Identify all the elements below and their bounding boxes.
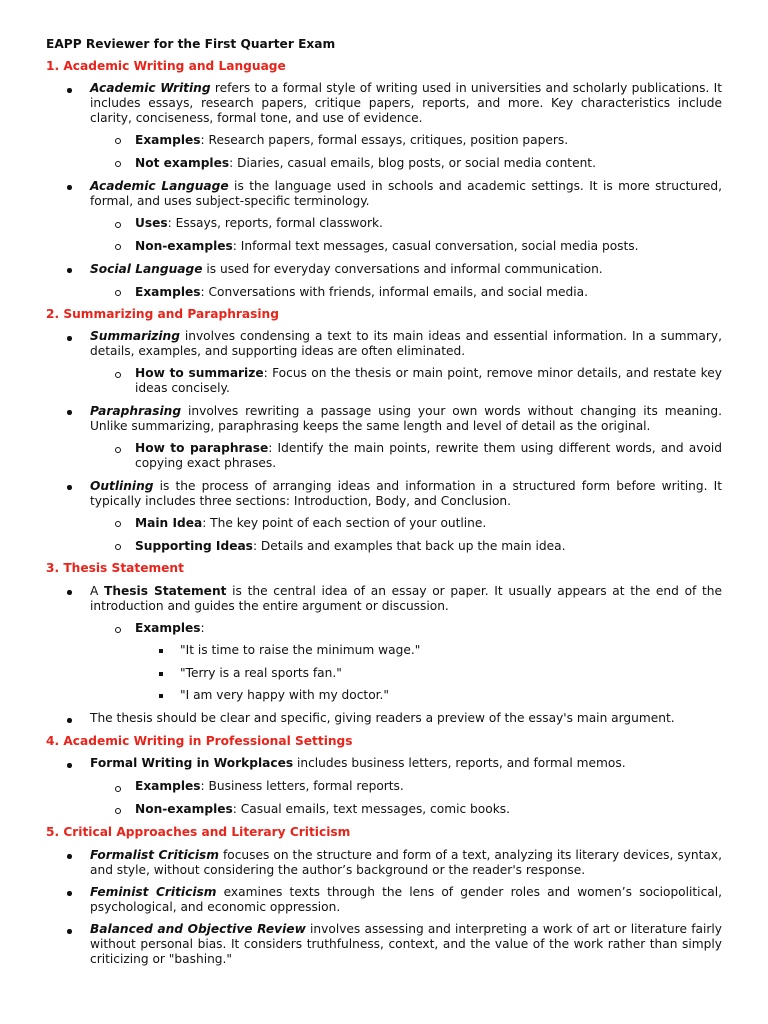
section-heading-5: 5. Critical Approaches and Literary Criticism <box>46 825 351 839</box>
bullet-icon <box>67 410 72 415</box>
sub-item: Non-examples: Informal text messages, casual conversation, social media posts. <box>135 239 639 253</box>
sub-item: Not examples: Diaries, casual emails, blog posts, or social media content. <box>135 156 596 170</box>
circle-bullet-icon <box>115 544 121 550</box>
section-heading-4: 4. Academic Writing in Professional Settings <box>46 734 353 748</box>
sub-item: Uses: Essays, reports, formal classwork. <box>135 216 383 230</box>
sub-item: Supporting Ideas: Details and examples that back up the main idea. <box>135 539 566 553</box>
list-item: The thesis should be clear and specific, giving readers a preview of the essay's main argument. <box>90 711 675 725</box>
bullet-icon <box>67 718 72 723</box>
bullet-icon <box>67 268 72 273</box>
bullet-icon <box>67 763 72 768</box>
item-text: refers to a formal style of writing used in universities and scholarly publications. It includes essays, research papers, critique papers, reports, and more. Key characteristics include clarity, conciseness, formal tone, and use of evidence. <box>90 81 722 125</box>
list-item-academic-writing <box>90 81 722 126</box>
bullet-icon <box>67 185 72 190</box>
list-item-paraphrasing: Paraphrasing involves rewriting a passage using your own words without changing its meaning. Unlike summarizing, paraphrasing keeps the same length and level of detail as the original. <box>90 404 722 433</box>
section-heading-1: 1. Academic Writing and Language <box>46 59 286 73</box>
document-title: EAPP Reviewer for the First Quarter Exam <box>46 37 336 51</box>
list-item-academic-language: Academic Language is the language used in schools and academic settings. It is more structured, formal, and uses subject-specific terminology. <box>90 179 723 208</box>
example-item: "It is time to raise the minimum wage." <box>180 643 421 657</box>
sub-item: Examples: Research papers, formal essays, critiques, position papers. <box>135 133 569 147</box>
example-item: "I am very happy with my doctor." <box>180 688 390 702</box>
circle-bullet-icon <box>115 627 121 633</box>
circle-bullet-icon <box>115 521 121 527</box>
sub-item: Examples: Conversations with friends, informal emails, and social media. <box>135 285 589 299</box>
section-heading-3: 3. Thesis Statement <box>46 561 184 575</box>
sub-item: How to paraphrase: Identify the main points, rewrite them using different words, and avoid copying exact phrases. <box>135 441 722 470</box>
circle-bullet-icon <box>115 447 121 453</box>
sub-item: How to summarize: Focus on the thesis or main point, remove minor details, and restate key ideas concisely. <box>135 366 722 395</box>
sub-item: Examples: Business letters, formal reports. <box>135 779 404 793</box>
square-bullet-icon <box>159 649 163 653</box>
list-item-feminist-criticism: Feminist Criticism examines texts through the lens of gender roles and women’s sociopolitical, psychological, and economic oppression. <box>90 885 722 914</box>
bullet-icon <box>67 929 72 934</box>
list-item-outlining: Outlining is the process of arranging ideas and information in a structured form before writing. It typically includes three sections: Introduction, Body, and Conclusion. <box>90 479 722 508</box>
sub-item: Examples: <box>135 621 205 635</box>
section-heading-2: 2. Summarizing and Paraphrasing <box>46 307 279 321</box>
bullet-icon <box>67 590 72 595</box>
list-item-balanced-review: Balanced and Objective Review involves assessing and interpreting a work of art or literature fairly without personal bias. It considers truthfulness, context, and the value of the work rather than simply criticizing or "bashing." <box>90 922 722 966</box>
list-item-summarizing: Summarizing involves condensing a text to its main ideas and essential information. In a summary, details, examples, and supporting ideas are often eliminated. <box>90 329 722 358</box>
bullet-icon <box>67 336 72 341</box>
circle-bullet-icon <box>115 244 121 250</box>
list-item-formalist-criticism: Formalist Criticism focuses on the structure and form of a text, analyzing its literary devices, syntax, and style, without considering the author’s background or the reader's response. <box>90 848 722 877</box>
circle-bullet-icon <box>115 222 121 228</box>
list-item-formal-writing: Formal Writing in Workplaces includes business letters, reports, and formal memos. <box>90 756 626 770</box>
circle-bullet-icon <box>115 138 121 144</box>
bullet-icon <box>67 891 72 896</box>
circle-bullet-icon <box>115 786 121 792</box>
bullet-icon <box>67 854 72 859</box>
example-item: "Terry is a real sports fan." <box>180 666 342 680</box>
bullet-icon <box>67 485 72 490</box>
square-bullet-icon <box>159 672 163 676</box>
list-item-thesis-statement: A Thesis Statement is the central idea of an essay or paper. It usually appears at the end of the introduction and guides the entire argument or discussion. <box>90 584 723 613</box>
term: Academic Writing <box>90 81 211 95</box>
square-bullet-icon <box>159 694 163 698</box>
circle-bullet-icon <box>115 808 121 814</box>
list-item-social-language: Social Language is used for everyday conversations and informal communication. <box>90 262 603 276</box>
circle-bullet-icon <box>115 290 121 296</box>
circle-bullet-icon <box>115 161 121 167</box>
bullet-icon <box>67 88 72 93</box>
sub-item: Main Idea: The key point of each section of your outline. <box>135 516 487 530</box>
sub-item: Non-examples: Casual emails, text messages, comic books. <box>135 802 510 816</box>
circle-bullet-icon <box>115 372 121 378</box>
